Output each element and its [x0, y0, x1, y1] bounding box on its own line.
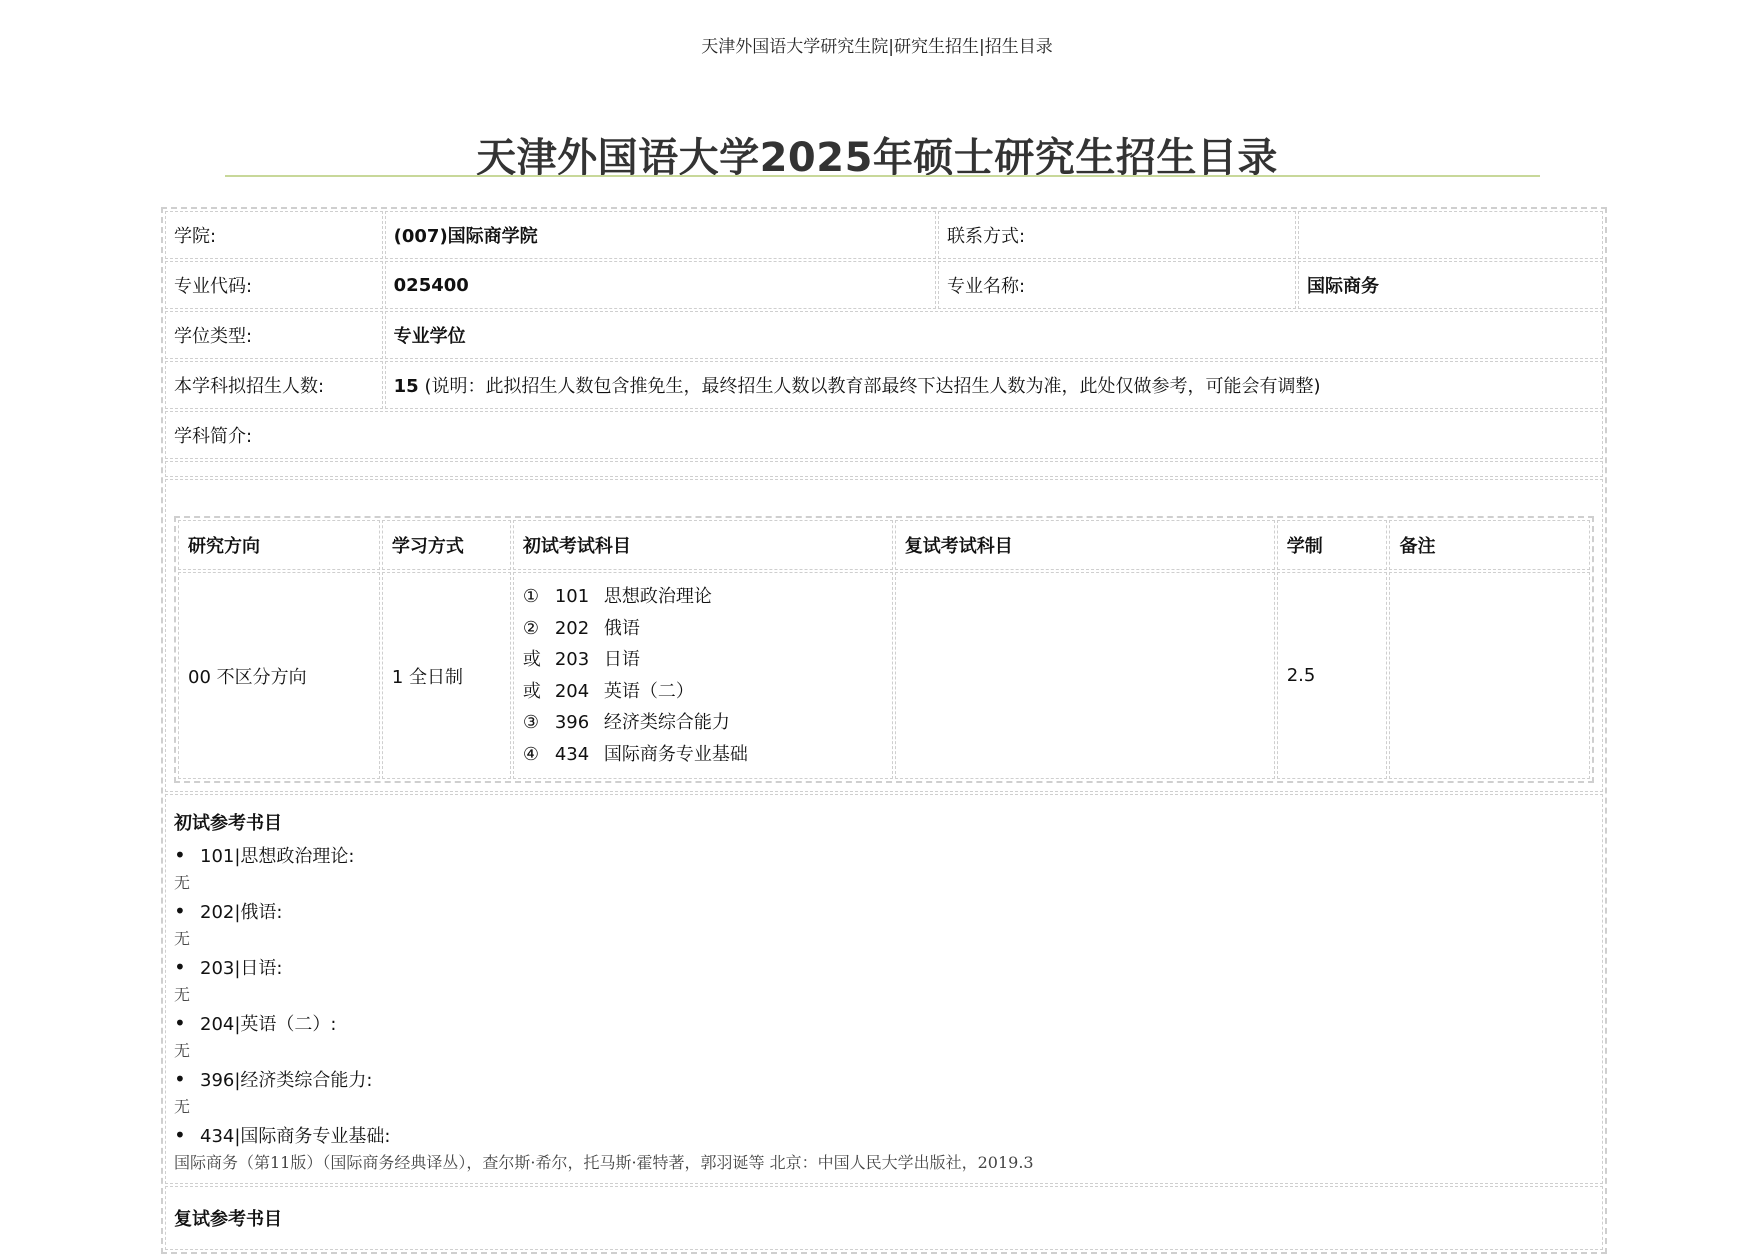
reference-content: 国际商务（第11版）（国际商务经典译丛），查尔斯·希尔，托马斯·霍特著，郭羽诞等 北京：中国人民大学出版社，2019.3: [174, 1153, 1034, 1172]
college-row: [165, 211, 1603, 259]
college-value: (007)国际商学院: [385, 211, 936, 259]
enroll-count: 15: [393, 376, 419, 397]
subject-mark: ④: [522, 743, 539, 765]
directions-header-row: [178, 520, 1590, 570]
initial-subjects-cell: [513, 572, 893, 779]
header-duration: 学制: [1277, 520, 1388, 570]
reference-item: [174, 1065, 1594, 1093]
bullet-icon: •: [174, 843, 186, 867]
degree-type-row: [165, 311, 1603, 359]
directions-row: [165, 479, 1603, 792]
header-initial-subjects: 初试考试科目: [513, 520, 893, 570]
reference-label: 434|国际商务专业基础:: [200, 1126, 391, 1147]
direction-row: [178, 572, 1590, 779]
reference-content: 无: [174, 1097, 191, 1116]
bullet-icon: •: [174, 1011, 186, 1035]
directions-cell: [165, 479, 1603, 792]
subject-name: 俄语: [603, 617, 640, 639]
catalog-container: [161, 207, 1607, 1254]
subject-mark: ②: [522, 617, 539, 639]
subject-line: [523, 739, 883, 771]
duration-value: 2.5: [1277, 572, 1388, 779]
subject-name: 国际商务专业基础: [603, 743, 748, 765]
bullet-icon: •: [174, 955, 186, 979]
reference-label: 202|俄语:: [200, 902, 283, 923]
enroll-value-cell: [385, 361, 1603, 409]
reference-item: [174, 897, 1594, 925]
references-cell: [165, 794, 1603, 1184]
intro-content-row: [165, 461, 1603, 477]
enroll-note: (说明：此拟招生人数包含推免生，最终招生人数以教育部最终下达招生人数为准，此处仅做参考，可能会有调整): [418, 376, 1321, 397]
reference-item: [174, 1009, 1594, 1037]
subject-line: [523, 644, 883, 676]
subject-mark: ①: [522, 586, 539, 607]
subject-mark: 或: [522, 649, 541, 670]
subject-line: [523, 676, 883, 708]
header-direction: 研究方向: [178, 520, 380, 570]
enroll-label: 本学科拟招生人数:: [165, 361, 383, 409]
intro-content: [165, 461, 1603, 477]
header-remark: 备注: [1389, 520, 1590, 570]
subject-code: 202: [554, 617, 590, 639]
retest-references-cell: [165, 1186, 1603, 1250]
retest-subjects-value: [895, 572, 1275, 779]
page-title: 天津外国语大学2025年硕士研究生招生目录: [476, 135, 1278, 181]
reference-content: 无: [174, 873, 191, 892]
reference-label: 204|英语（二）:: [200, 1014, 337, 1035]
enroll-row: [165, 361, 1603, 409]
reference-item: [174, 841, 1594, 869]
subject-line: [523, 581, 883, 613]
bullet-icon: •: [174, 1067, 186, 1091]
subject-name: 英语（二）: [603, 680, 694, 702]
initial-references-title: 初试参考书目: [174, 813, 282, 834]
reference-content: 无: [174, 929, 191, 948]
subject-mark: 或: [522, 680, 541, 702]
subject-code: 204: [554, 680, 590, 702]
major-name-value: 国际商务: [1298, 261, 1603, 309]
reference-label: 101|思想政治理论:: [200, 846, 355, 867]
college-label: 学院:: [165, 211, 383, 259]
direction-value: 00 不区分方向: [178, 572, 380, 779]
header-mode: 学习方式: [382, 520, 511, 570]
remark-value: [1389, 572, 1590, 779]
contact-value: [1298, 211, 1603, 259]
major-code-label: 专业代码:: [165, 261, 383, 309]
page-breadcrumb: 天津外国语大学研究生院|研究生招生|招生目录: [701, 37, 1053, 57]
subject-name: 日语: [603, 649, 640, 670]
reference-content: 无: [174, 1041, 191, 1060]
subject-code: 396: [554, 712, 590, 733]
subject-code: 434: [554, 743, 590, 765]
reference-label: 203|日语:: [200, 958, 283, 979]
header-retest-subjects: 复试考试科目: [895, 520, 1275, 570]
directions-table: [174, 516, 1594, 783]
major-name-label: 专业名称:: [938, 261, 1296, 309]
contact-label: 联系方式:: [938, 211, 1296, 259]
mode-value: 1 全日制: [382, 572, 511, 779]
title-divider: [225, 175, 1540, 177]
reference-item: [174, 1121, 1594, 1149]
subject-line: [523, 707, 883, 739]
degree-type-label: 学位类型:: [165, 311, 383, 359]
retest-references-row: [165, 1186, 1603, 1250]
reference-item: [174, 953, 1594, 981]
subject-code: 203: [554, 649, 590, 670]
degree-type-value: 专业学位: [385, 311, 1603, 359]
reference-content: 无: [174, 985, 191, 1004]
intro-label: 学科简介:: [165, 411, 1603, 459]
subject-mark: ③: [522, 712, 539, 733]
program-info-table: [161, 207, 1607, 1254]
intro-row: [165, 411, 1603, 459]
major-code-value: 025400: [385, 261, 936, 309]
subject-name: 经济类综合能力: [603, 712, 730, 733]
bullet-icon: •: [174, 899, 186, 923]
reference-label: 396|经济类综合能力:: [200, 1070, 373, 1091]
bullet-icon: •: [174, 1123, 186, 1147]
initial-references: [166, 795, 1602, 1183]
retest-references-title: 复试参考书目: [174, 1209, 282, 1230]
subject-name: 思想政治理论: [603, 586, 712, 607]
subject-code: 101: [554, 586, 590, 607]
subject-line: [523, 613, 883, 645]
major-row: [165, 261, 1603, 309]
references-row: [165, 794, 1603, 1184]
